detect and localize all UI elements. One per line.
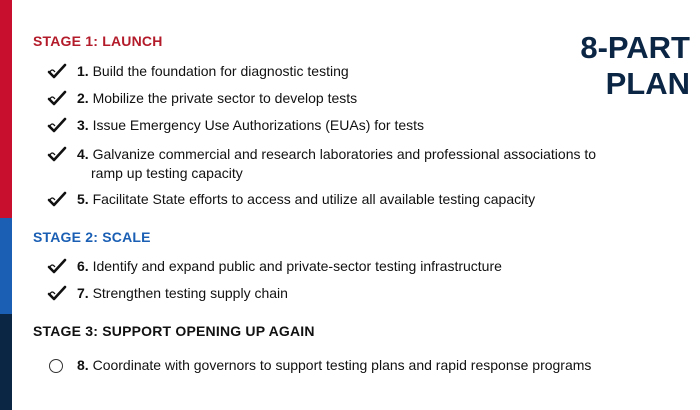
item-number: 7. (77, 285, 89, 301)
check-icon (47, 90, 67, 108)
item-number: 8. (77, 357, 89, 373)
item-number: 6. (77, 258, 89, 274)
plan-title-line-1: 8-PART (580, 30, 690, 65)
item-text-continued: ramp up testing capacity (91, 165, 243, 181)
stage-2-color-bar (0, 218, 12, 314)
item-text: Facilitate State efforts to access and utilize all available testing capacity (92, 191, 536, 207)
item-number: 3. (77, 117, 89, 133)
item-text: Galvanize commercial and research laboratories and professional associations to (92, 146, 597, 162)
stage-3-color-bar (0, 314, 12, 410)
plan-title-line-2: PLAN (605, 66, 690, 101)
stage-1-heading: STAGE 1: LAUNCH (33, 33, 163, 49)
check-icon (47, 285, 67, 303)
item-text: Identify and expand public and private-sector testing infrastructure (92, 258, 502, 274)
item-text: Build the foundation for diagnostic testing (92, 63, 349, 79)
item-number: 4. (77, 146, 89, 162)
check-icon (47, 146, 67, 164)
stage-3-heading: STAGE 3: SUPPORT OPENING UP AGAIN (33, 323, 315, 339)
item-number: 5. (77, 191, 89, 207)
item-text: Issue Emergency Use Authorizations (EUAs) for tests (92, 117, 425, 133)
item-number: 2. (77, 90, 89, 106)
circle-icon (47, 357, 67, 375)
check-icon (47, 63, 67, 81)
stage-1-color-bar (0, 0, 12, 218)
stage-2-heading: STAGE 2: SCALE (33, 229, 151, 245)
item-text: Strengthen testing supply chain (92, 285, 288, 301)
check-icon (47, 117, 67, 135)
item-number: 1. (77, 63, 89, 79)
check-icon (47, 191, 67, 209)
item-text: Coordinate with governors to support testing plans and rapid response programs (92, 357, 592, 373)
item-text: Mobilize the private sector to develop tests (92, 90, 358, 106)
check-icon (47, 258, 67, 276)
